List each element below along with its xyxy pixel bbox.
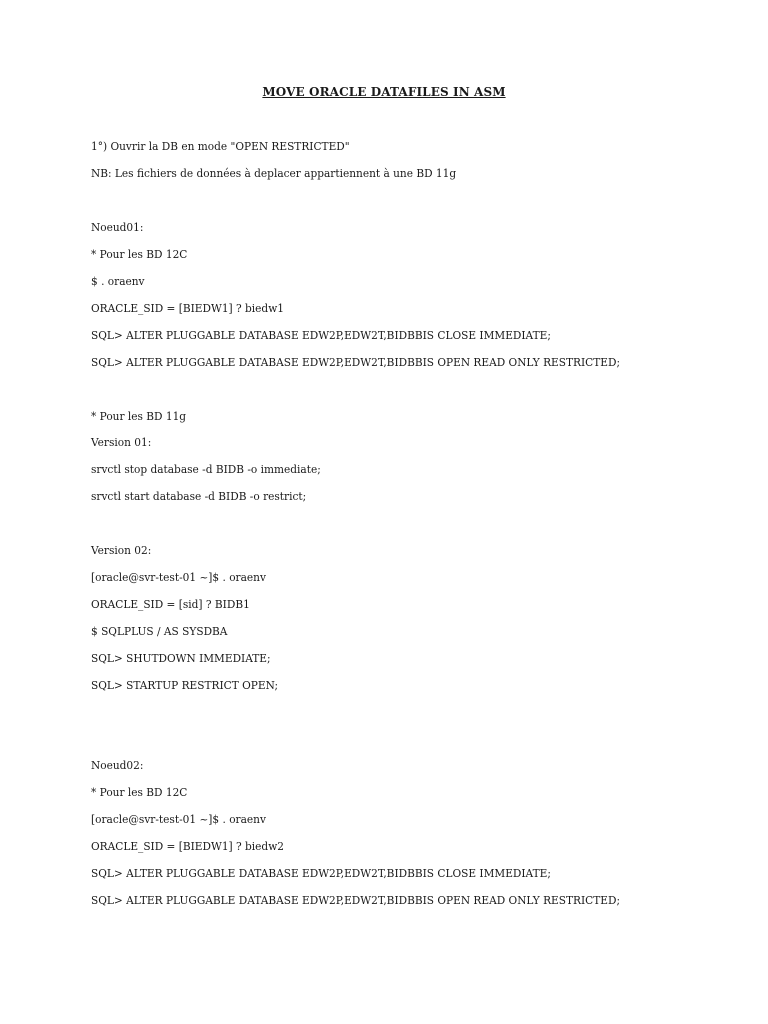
command-line: SQL> STARTUP RESTRICT OPEN; xyxy=(91,679,279,692)
node02-heading: Noeud02: xyxy=(91,759,144,772)
command-line: ORACLE_SID = [BIEDW1] ? biedw1 xyxy=(91,302,284,315)
bd12c-heading: * Pour les BD 12C xyxy=(91,248,188,261)
command-line: SQL> ALTER PLUGGABLE DATABASE EDW2P,EDW2T,BIDBBIS OPEN READ ONLY RESTRICTED; xyxy=(91,894,621,907)
command-line: [oracle@svr-test-01 ~]$ . oraenv xyxy=(91,571,266,584)
command-line: SQL> SHUTDOWN IMMEDIATE; xyxy=(91,652,271,665)
command-line: $ . oraenv xyxy=(91,275,145,288)
command-line: srvctl start database -d BIDB -o restrict; xyxy=(91,490,307,503)
command-line: [oracle@svr-test-01 ~]$ . oraenv xyxy=(91,813,266,826)
note-line: NB: Les fichiers de données à deplacer appartiennent à une BD 11g xyxy=(91,167,457,180)
step-1-heading: 1°) Ouvrir la DB en mode "OPEN RESTRICTED" xyxy=(91,140,350,153)
command-line: ORACLE_SID = [sid] ? BIDB1 xyxy=(91,598,250,611)
command-line: srvctl stop database -d BIDB -o immediate; xyxy=(91,463,321,476)
command-line: SQL> ALTER PLUGGABLE DATABASE EDW2P,EDW2T,BIDBBIS CLOSE IMMEDIATE; xyxy=(91,867,551,880)
bd11g-heading: * Pour les BD 11g xyxy=(91,410,187,423)
document-title: MOVE ORACLE DATAFILES IN ASM xyxy=(262,85,506,99)
version01-heading: Version 01: xyxy=(91,436,152,449)
command-line: SQL> ALTER PLUGGABLE DATABASE EDW2P,EDW2T,BIDBBIS CLOSE IMMEDIATE; xyxy=(91,329,551,342)
command-line: SQL> ALTER PLUGGABLE DATABASE EDW2P,EDW2T,BIDBBIS OPEN READ ONLY RESTRICTED; xyxy=(91,356,621,369)
bd12c-heading: * Pour les BD 12C xyxy=(91,786,188,799)
version02-heading: Version 02: xyxy=(91,544,152,557)
node01-heading: Noeud01: xyxy=(91,221,144,234)
command-line: $ SQLPLUS / AS SYSDBA xyxy=(91,625,228,638)
command-line: ORACLE_SID = [BIEDW1] ? biedw2 xyxy=(91,840,284,853)
